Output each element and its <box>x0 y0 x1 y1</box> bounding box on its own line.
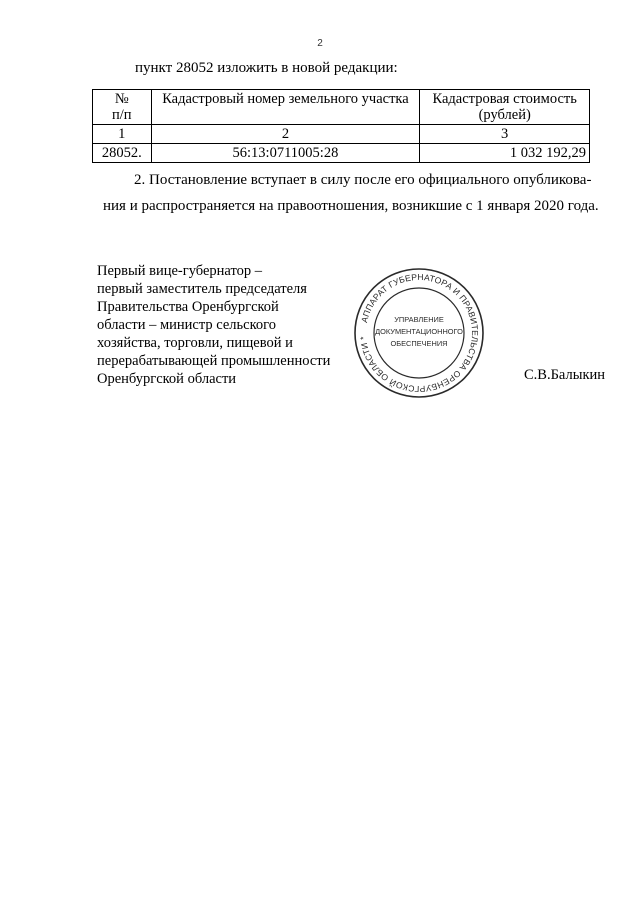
paragraph-2-line-1: 2. Постановление вступает в силу после его официального опубликова- <box>134 172 592 188</box>
header-cell-number <box>93 90 152 125</box>
row-cadastral-number: 56:13:0711005:28 <box>151 144 420 163</box>
intro-text: пункт 28052 изложить в новой редакции: <box>135 60 398 76</box>
signer-title-line: Первый вице-губернатор – <box>97 263 262 279</box>
cadastral-value-table <box>92 89 590 163</box>
signer-title-line: первый заместитель председателя <box>97 281 307 297</box>
header-value-line-1: Кадастровая стоимость <box>432 91 577 107</box>
table-header-row <box>93 90 590 125</box>
header-value-line-2: (рублей) <box>478 107 531 123</box>
header-cell-cadastral-value <box>420 90 590 125</box>
page-number: 2 <box>317 38 323 49</box>
signer-title-block <box>97 262 330 388</box>
header-number-line-2: п/п <box>111 107 132 123</box>
signer-title-line: хозяйства, торговли, пищевой и <box>97 335 293 351</box>
signer-title-line: Оренбургской области <box>97 371 237 387</box>
header-cadastral-number-text: Кадастровый номер земельного участка <box>162 91 409 107</box>
stamp-center-line-3: ОБЕСПЕЧЕНИЯ <box>390 339 448 348</box>
signer-title-line: перерабатывающей промышленности <box>97 353 331 369</box>
stamp-center-line-1: УПРАВЛЕНИЕ <box>394 315 444 324</box>
header-cell-cadastral-number <box>151 90 420 125</box>
table-column-numbers-row <box>93 125 590 144</box>
row-item-number: 28052. <box>93 144 152 163</box>
header-number-line-1: № <box>114 91 129 107</box>
signer-title-line: Правительства Оренбургской <box>97 299 279 315</box>
official-stamp <box>352 266 486 400</box>
signature-name: С.В.Балыкин <box>524 367 606 383</box>
row-cadastral-value: 1 032 192,29 <box>420 144 590 163</box>
column-number-3: 3 <box>420 125 590 144</box>
stamp-center-line-2: ДОКУМЕНТАЦИОННОГО <box>375 327 463 336</box>
table-row <box>93 144 590 163</box>
column-number-1: 1 <box>93 125 152 144</box>
stamp-ring-text-path: АППАРАТ ГУБЕРНАТОРА И ПРАВИТЕЛЬСТВА ОРЕНБУРГСКОЙ ОБЛАСТИ * <box>358 271 481 395</box>
paragraph-2-line-2: ния и распространяется на правоотношения, возникшие с 1 января 2020 года. <box>103 198 599 214</box>
column-number-2: 2 <box>151 125 420 144</box>
signer-title-line: области – министр сельского <box>97 317 276 333</box>
